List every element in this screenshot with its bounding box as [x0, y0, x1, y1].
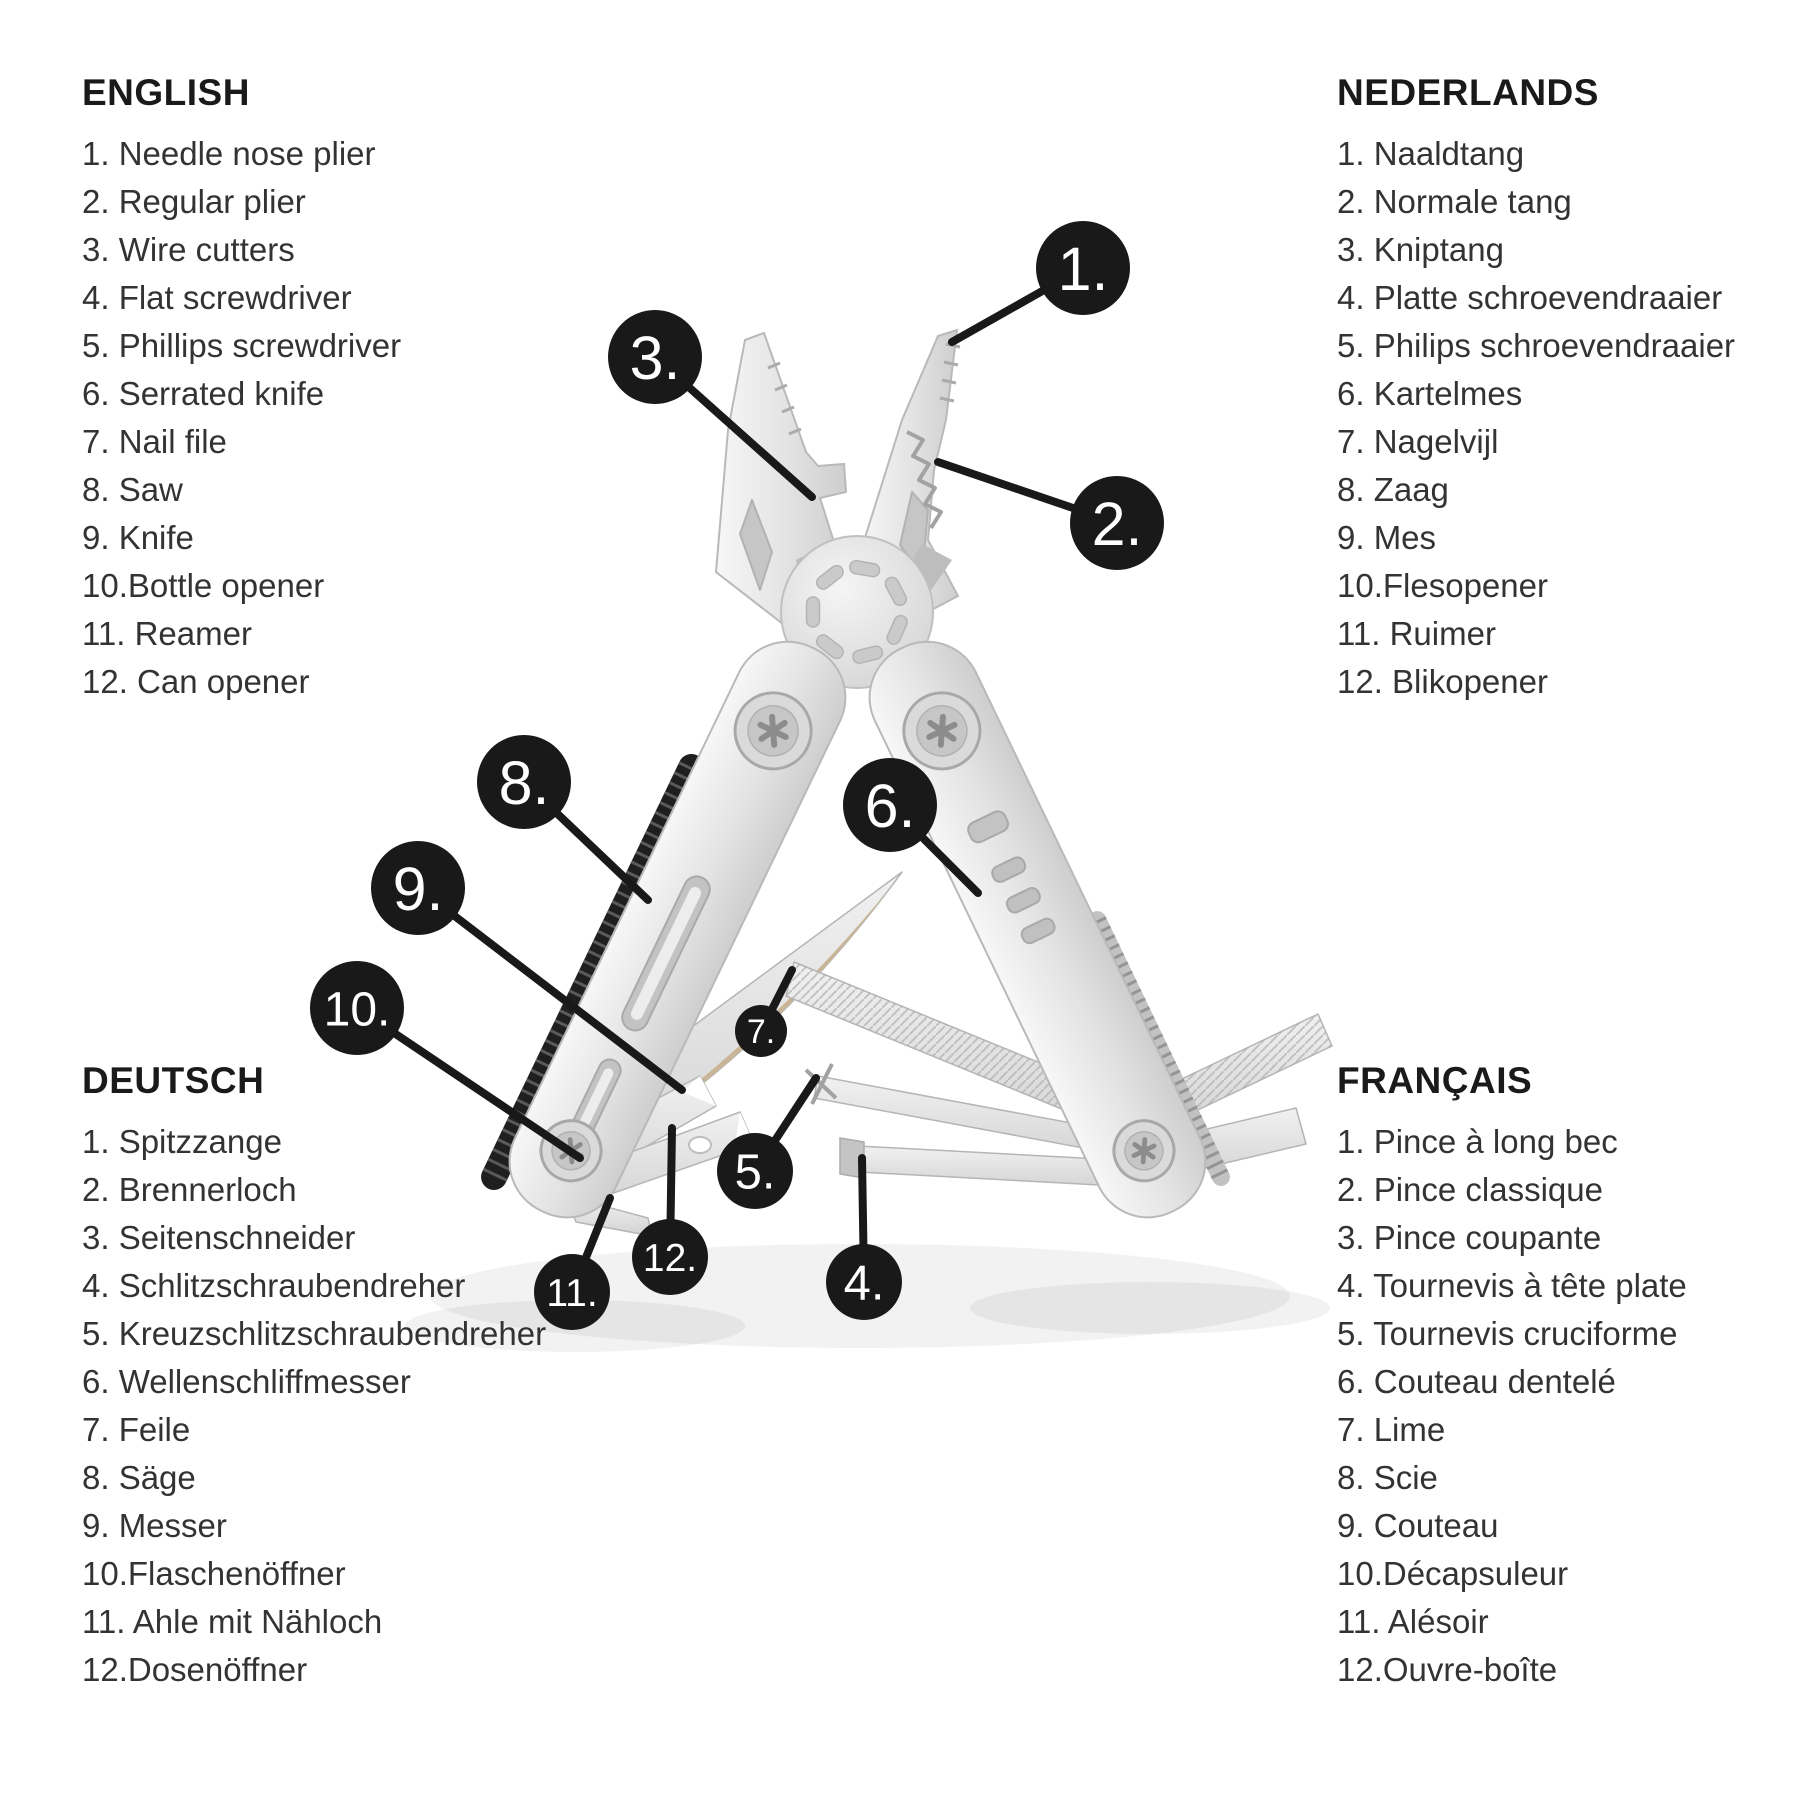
lang-title-english: ENGLISH: [82, 72, 250, 113]
lang-item: 12.Dosenöffner: [82, 1651, 308, 1688]
lang-item: 1. Spitzzange: [82, 1123, 282, 1160]
callout-number: 11.: [546, 1272, 598, 1316]
lang-item: 2. Brennerloch: [82, 1171, 297, 1208]
lang-title-nederlands: NEDERLANDS: [1337, 72, 1599, 113]
lang-list-nederlands: [1337, 130, 1819, 706]
lang-item: 10.Décapsuleur: [1337, 1555, 1569, 1592]
callout-number: 2.: [1091, 489, 1143, 558]
lang-list-francais: [1337, 1118, 1819, 1694]
lang-item: 1. Needle nose plier: [82, 135, 376, 172]
lang-item: 4. Platte schroevendraaier: [1337, 279, 1723, 316]
callout-bubble-6: [843, 758, 937, 852]
callout-bubble-2: [1070, 476, 1164, 570]
callout-number: 7.: [746, 1013, 776, 1052]
lang-item: 3. Wire cutters: [82, 231, 295, 268]
lang-item: 9. Couteau: [1337, 1507, 1499, 1544]
lang-item: 8. Säge: [82, 1459, 196, 1496]
lang-item: 4. Tournevis à tête plate: [1337, 1267, 1687, 1304]
lang-item: 1. Pince à long bec: [1337, 1123, 1618, 1160]
lang-item: 12. Can opener: [82, 663, 310, 700]
lang-item: 12.Ouvre-boîte: [1337, 1651, 1558, 1688]
callout-number: 8.: [498, 748, 550, 817]
lang-item: 10.Flaschenöffner: [82, 1555, 346, 1592]
callout-number: 1.: [1057, 234, 1109, 303]
callout-number: 10.: [323, 983, 391, 1037]
lang-item: 6. Couteau dentelé: [1337, 1363, 1616, 1400]
callout-bubble-12: [632, 1219, 708, 1295]
lang-item: 2. Regular plier: [82, 183, 306, 220]
lang-column-nederlands: [1337, 72, 1819, 706]
lang-item: 5. Kreuzschlitzschraubendreher: [82, 1315, 547, 1352]
lang-list-deutsch: [82, 1118, 642, 1694]
lang-item: 9. Mes: [1337, 519, 1437, 556]
lang-column-english: [82, 72, 642, 706]
lang-item: 3. Seitenschneider: [82, 1219, 356, 1256]
lang-item: 2. Pince classique: [1337, 1171, 1603, 1208]
callout-bubble-9: [371, 841, 465, 935]
lang-item: 6. Kartelmes: [1337, 375, 1523, 412]
lang-item: 7. Nagelvijl: [1337, 423, 1499, 460]
lang-item: 11. Alésoir: [1337, 1603, 1489, 1640]
callout-bubble-1: [1036, 221, 1130, 315]
lang-item: 6. Wellenschliffmesser: [82, 1363, 411, 1400]
callout-number: 12.: [642, 1237, 698, 1281]
lang-item: 8. Zaag: [1337, 471, 1449, 508]
lang-item: 2. Normale tang: [1337, 183, 1572, 220]
lang-item: 3. Kniptang: [1337, 231, 1504, 268]
lang-item: 6. Serrated knife: [82, 375, 325, 412]
callout-number: 5.: [734, 1145, 776, 1200]
lang-column-deutsch: [82, 1060, 642, 1694]
callout-bubble-4: [826, 1244, 902, 1320]
callout-number: 3.: [629, 323, 681, 392]
lang-item: 5. Phillips screwdriver: [82, 327, 402, 364]
lang-item: 11. Ruimer: [1337, 615, 1496, 652]
lang-item: 10.Flesopener: [1337, 567, 1548, 604]
lang-title-francais: FRANÇAIS: [1337, 1060, 1533, 1101]
lang-item: 8. Saw: [82, 471, 183, 508]
lang-column-francais: [1337, 1060, 1819, 1694]
lang-item: 11. Reamer: [82, 615, 252, 652]
callout-number: 4.: [843, 1256, 885, 1311]
lang-item: 10.Bottle opener: [82, 567, 325, 604]
lang-item: 11. Ahle mit Nähloch: [82, 1603, 383, 1640]
callout-number: 9.: [392, 854, 444, 923]
lang-item: 12. Blikopener: [1337, 663, 1548, 700]
lang-item: 7. Feile: [82, 1411, 191, 1448]
lang-item: 4. Schlitzschraubendreher: [82, 1267, 466, 1304]
lang-item: 4. Flat screwdriver: [82, 279, 352, 316]
lang-item: 1. Naaldtang: [1337, 135, 1525, 172]
lang-item: 8. Scie: [1337, 1459, 1438, 1496]
lang-item: 7. Nail file: [82, 423, 227, 460]
lang-item: 9. Knife: [82, 519, 194, 556]
callout-bubble-5: [717, 1133, 793, 1209]
lang-title-deutsch: DEUTSCH: [82, 1060, 265, 1101]
lang-list-english: [82, 130, 642, 706]
callout-bubble-7: [735, 1005, 787, 1057]
lang-item: 5. Tournevis cruciforme: [1337, 1315, 1678, 1352]
right-handle: [852, 623, 1226, 1236]
callout-bubble-8: [477, 735, 571, 829]
lang-item: 9. Messer: [82, 1507, 227, 1544]
lang-item: 7. Lime: [1337, 1411, 1446, 1448]
lang-item: 5. Philips schroevendraaier: [1337, 327, 1736, 364]
lang-item: 3. Pince coupante: [1337, 1219, 1602, 1256]
callout-bubble-10: [310, 961, 404, 1055]
callout-number: 6.: [864, 771, 916, 840]
